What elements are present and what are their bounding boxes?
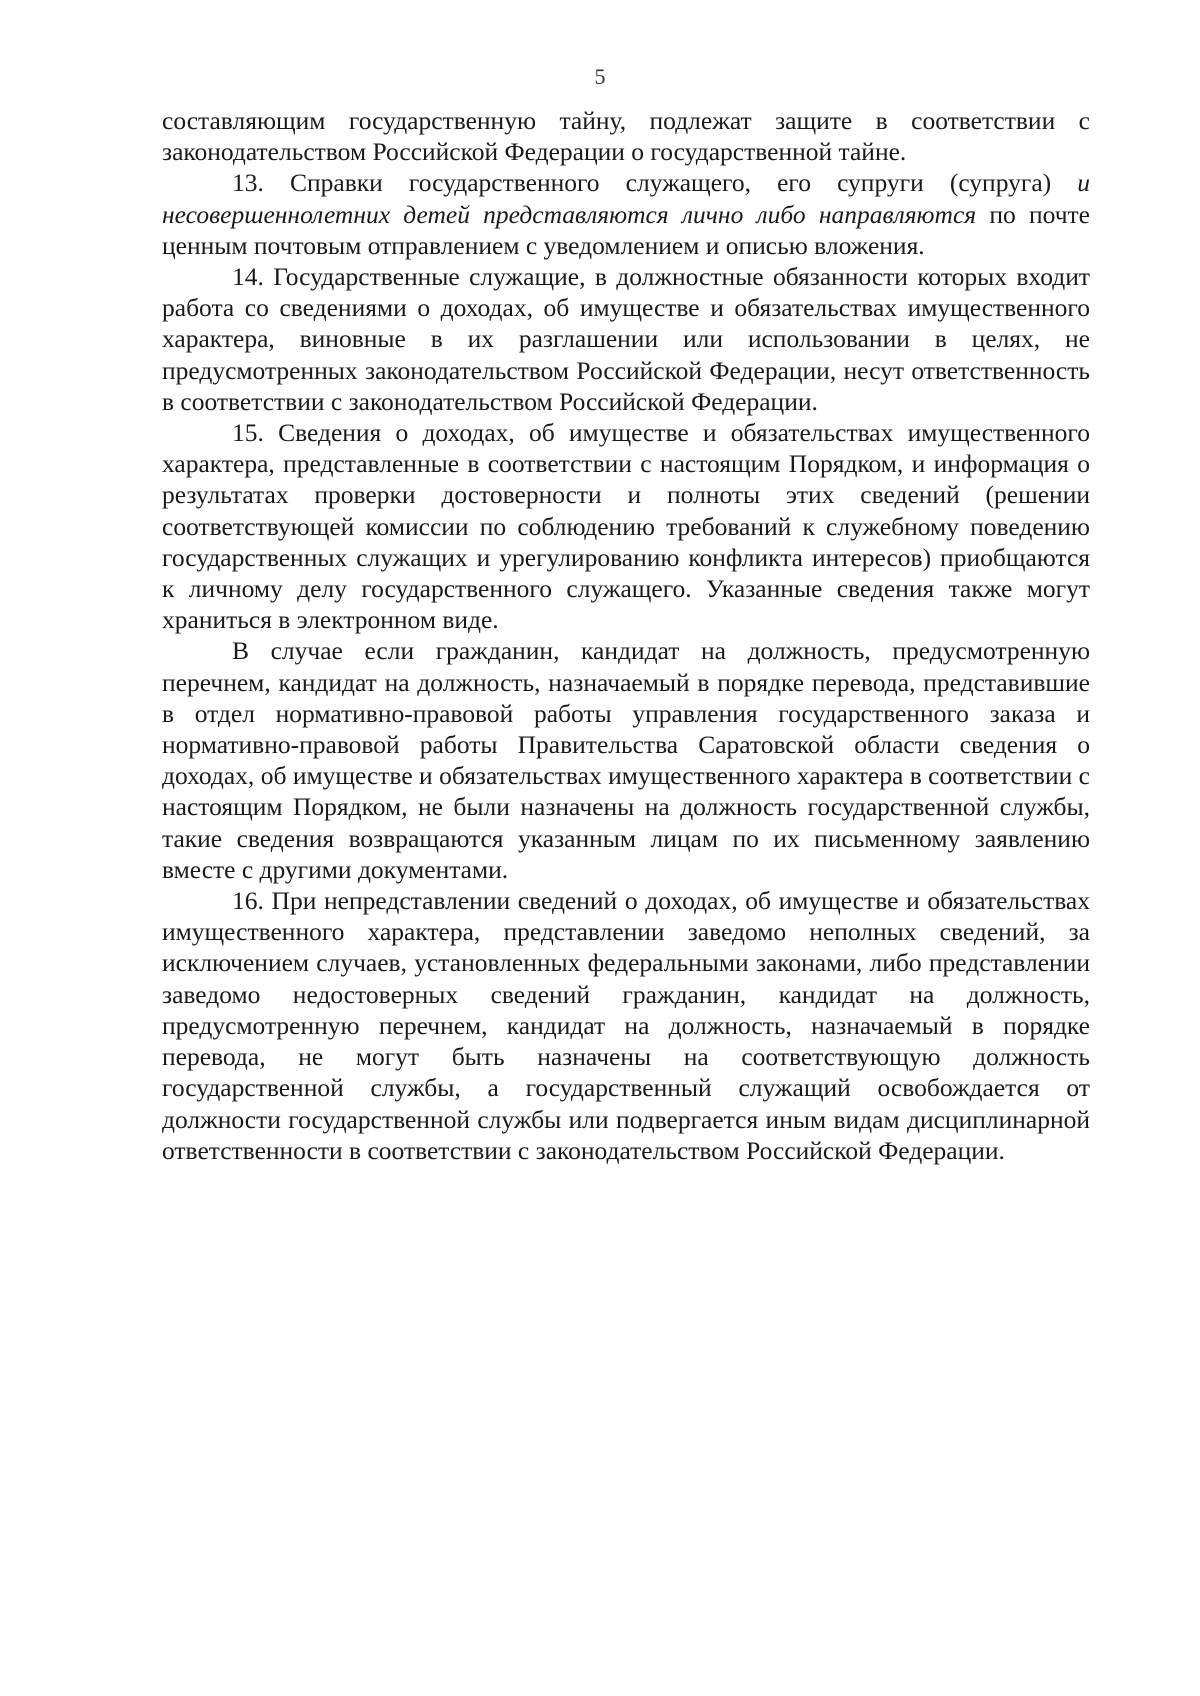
paragraph-15-case: В случае если гражданин, кандидат на должность, предусмотренную перечнем, кандидат на должность, назначаемый в порядке перевода, представившие в отдел нормативно-правовой работы управления государственного заказа и нормативно-правовой работы Правительства Саратовской области сведения о доходах, об имуществе и обязательствах имущественного характера в соответствии с настоящим Порядком, не были назначены на должность государственной службы, такие сведения возвращаются указанным лицам по их письменному заявлению вместе с другими документами. (162, 636, 1090, 884)
paragraph-continuation: составляющим государственную тайну, подлежат защите в соответствии с законодательством Российской Федерации о государственной тайне. (162, 106, 1090, 167)
page-number: 5 (594, 64, 606, 89)
paragraph-13 (162, 167, 1090, 261)
paragraph-13-italic: и несовершеннолетних детей представляются лично либо направляются (162, 168, 1090, 229)
paragraph-16: 16. При непредставлении сведений о доходах, об имуществе и обязательствах имущественного характера, представлении заведомо неполных сведений, за исключением случаев, установленных федеральными законами, либо представлении заведомо недостоверных сведений гражданин, кандидат на должность, предусмотренную перечнем, кандидат на должность, назначаемый в порядке перевода, не могут быть назначены на соответствующую должность государственной службы, а государственный служащий освобождается от должности государственной службы или подвергается иным видам дисциплинарной ответственности в соответствии с законодательством Российской Федерации. (162, 886, 1090, 1165)
paragraph-14: 14. Государственные служащие, в должностные обязанности которых входит работа со сведениями о доходах, об имуществе и обязательствах имущественного характера, виновные в их разглашении или использовании в целях, не предусмотренных законодательством Российской Федерации, несут ответственность в соответствии с законодательством Российской Федерации. (162, 262, 1090, 416)
paragraph-15: 15. Сведения о доходах, об имуществе и обязательствах имущественного характера, представленные в соответствии с настоящим Порядком, и информация о результатах проверки достоверности и полноты этих сведений (решении соответствующей комиссии по соблюдению требований к служебному поведению государственных служащих и урегулированию конфликта интересов) приобщаются к личному делу государственного служащего. Указанные сведения также могут храниться в электронном виде. (162, 418, 1090, 635)
paragraph-13-lead: 13. Справки государственного служащего, его супруги (супруга) (232, 168, 1078, 198)
paragraph-13-tail: по почте ценным почтовым отправлением с уведомлением и описью вложения. (162, 199, 1090, 260)
document-body (162, 105, 1090, 1166)
